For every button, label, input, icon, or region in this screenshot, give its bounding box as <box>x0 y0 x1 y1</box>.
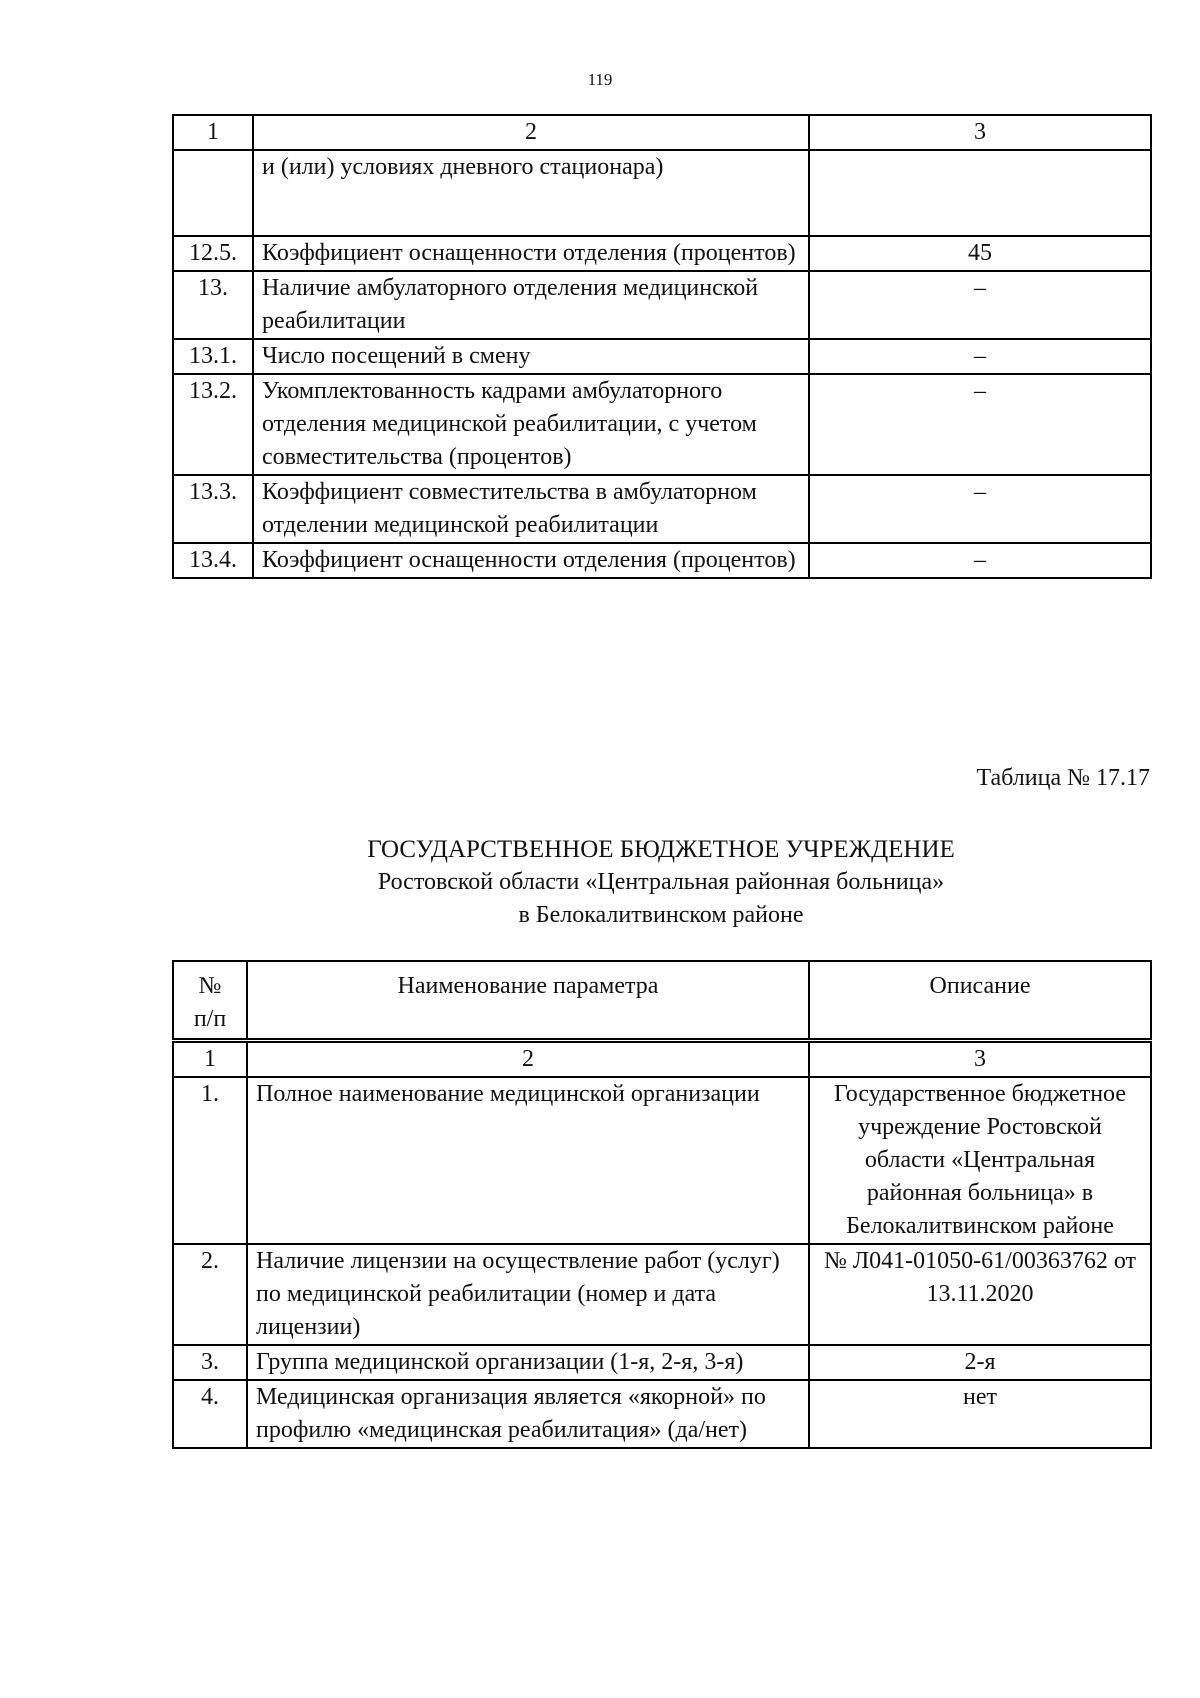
parameter-name: Наличие лицензии на осуществление работ (услуг) по медицинской реабилитации (номер и дата лицензии) <box>247 1244 809 1345</box>
parameter-value: – <box>809 374 1151 475</box>
table-row <box>173 150 1151 236</box>
row-number: 1. <box>173 1077 247 1244</box>
continued-parameters-table <box>172 114 1152 579</box>
row-number: 13.1. <box>173 339 253 374</box>
parameter-name: Медицинская организация является «якорной» по профилю «медицинская реабилитация» (да/нет) <box>247 1380 809 1448</box>
table-row <box>173 1244 1151 1345</box>
row-number: 12.5. <box>173 236 253 271</box>
row-number: 2. <box>173 1244 247 1345</box>
parameter-value: – <box>809 271 1151 339</box>
parameter-header: Наименование параметра <box>247 961 809 1041</box>
column-number-row <box>173 115 1151 150</box>
table-row <box>173 543 1151 578</box>
parameter-value: 2-я <box>809 1345 1151 1380</box>
row-number <box>173 150 253 236</box>
parameter-value: – <box>809 543 1151 578</box>
number-header-line: № <box>198 973 222 999</box>
parameter-name: и (или) условиях дневного стационара) <box>253 150 809 236</box>
row-number: 3. <box>173 1345 247 1380</box>
header-row <box>173 961 1151 1041</box>
number-header-line: п/п <box>193 1006 227 1032</box>
heading-line: Ростовской области «Центральная районная больница» <box>377 869 945 895</box>
parameter-value <box>809 150 1151 236</box>
organization-heading <box>172 833 1150 932</box>
column-number: 1 <box>173 115 253 150</box>
parameter-value: Государственное бюджетное учреждение Ростовской области «Центральная районная больница» в Белокалитвинском районе <box>809 1077 1151 1244</box>
row-number: 13.4. <box>173 543 253 578</box>
parameter-name: Коэффициент оснащенности отделения (процентов) <box>253 543 809 578</box>
parameter-name: Группа медицинской организации (1-я, 2-я, 3-я) <box>247 1345 809 1380</box>
table-caption: Таблица № 17.17 <box>976 765 1150 791</box>
table-row <box>173 374 1151 475</box>
table-row <box>173 1345 1151 1380</box>
parameter-name: Наличие амбулаторного отделения медицинской реабилитации <box>253 271 809 339</box>
parameter-value: – <box>809 475 1151 543</box>
parameter-name: Число посещений в смену <box>253 339 809 374</box>
parameter-value: № Л041-01050-61/00363762 от 13.11.2020 <box>809 1244 1151 1345</box>
parameter-name: Полное наименование медицинской организации <box>247 1077 809 1244</box>
parameter-name: Коэффициент совместительства в амбулаторном отделении медицинской реабилитации <box>253 475 809 543</box>
column-number: 1 <box>173 1041 247 1078</box>
parameter-name: Коэффициент оснащенности отделения (процентов) <box>253 236 809 271</box>
table-row <box>173 271 1151 339</box>
column-number: 2 <box>247 1041 809 1078</box>
parameter-value: 45 <box>809 236 1151 271</box>
row-number: 13. <box>173 271 253 339</box>
column-number: 3 <box>809 1041 1151 1078</box>
heading-line: ГОСУДАРСТВЕННОЕ БЮДЖЕТНОЕ УЧРЕЖДЕНИЕ <box>367 836 955 863</box>
table-row <box>173 1077 1151 1244</box>
parameter-value: – <box>809 339 1151 374</box>
table-row <box>173 236 1151 271</box>
table-row <box>173 339 1151 374</box>
table-row <box>173 475 1151 543</box>
parameter-value: нет <box>809 1380 1151 1448</box>
row-number: 4. <box>173 1380 247 1448</box>
column-number-row <box>173 1041 1151 1078</box>
table-row <box>173 1380 1151 1448</box>
page-number: 119 <box>587 70 613 89</box>
row-number: 13.3. <box>173 475 253 543</box>
row-number: 13.2. <box>173 374 253 475</box>
parameter-name: Укомплектованность кадрами амбулаторного отделения медицинской реабилитации, с учетом совместительства (процентов) <box>253 374 809 475</box>
heading-line: в Белокалитвинском районе <box>518 902 804 928</box>
number-header <box>173 961 247 1041</box>
column-number: 2 <box>253 115 809 150</box>
column-number: 3 <box>809 115 1151 150</box>
organization-parameters-table <box>172 960 1152 1449</box>
description-header: Описание <box>809 961 1151 1041</box>
